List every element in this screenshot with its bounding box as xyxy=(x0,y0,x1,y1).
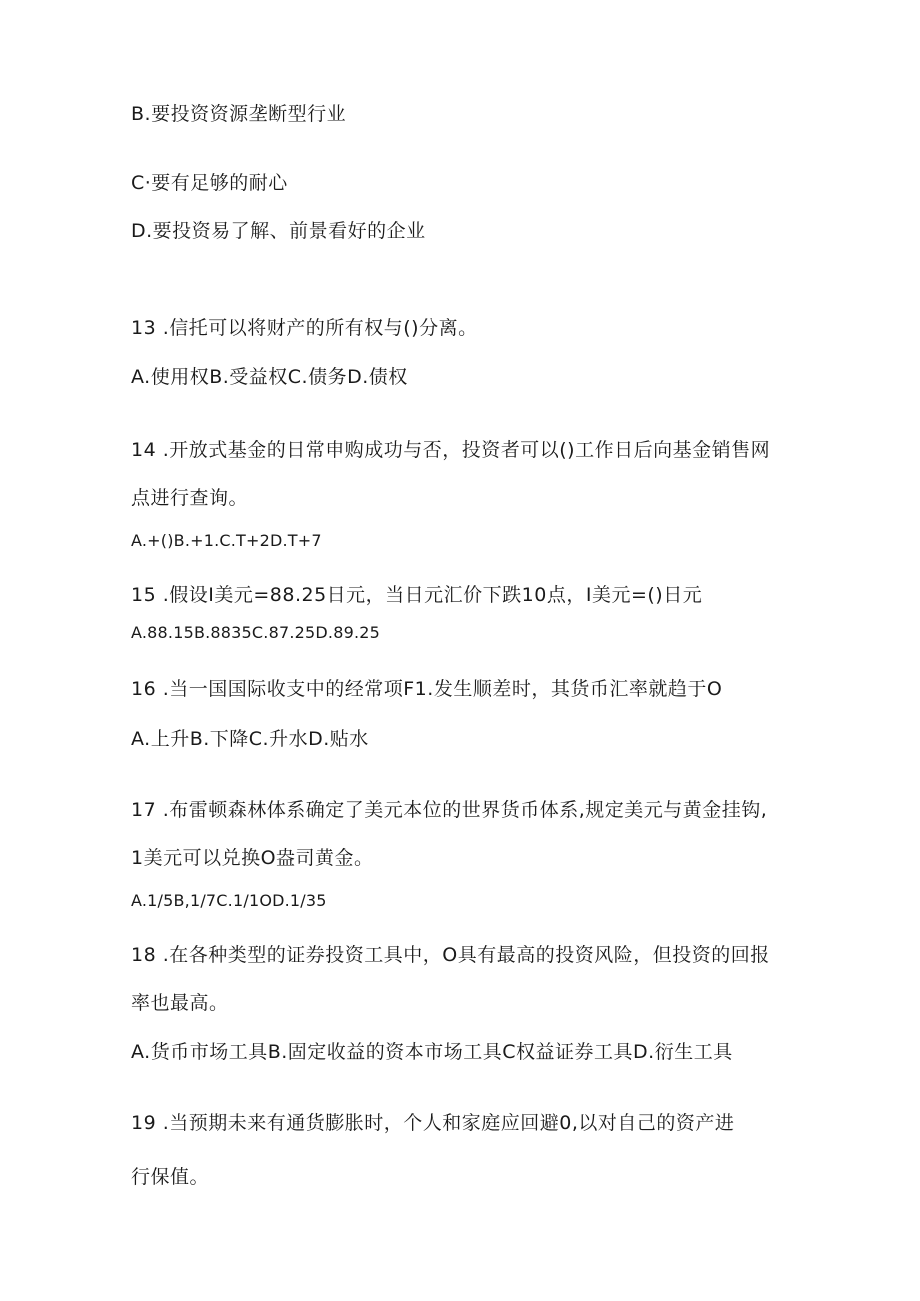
options-q17: A.1/5B,1/7C.1/1OD.1/35 xyxy=(131,891,327,910)
option-b-q12: B.要投资资源垄断型行业 xyxy=(131,103,347,125)
options-q14: A.+()B.+1.C.T+2D.T+7 xyxy=(131,531,322,550)
question-13: 13 .信托可以将财产的所有权与()分离。 xyxy=(131,317,478,339)
question-18-line-1: 18 .在各种类型的证券投资工具中，O具有最高的投资风险，但投资的回报 xyxy=(131,944,770,966)
options-q15: A.88.15B.8835C.87.25D.89.25 xyxy=(131,623,381,642)
question-17-line-2: 1美元可以兑换O盎司黄金。 xyxy=(131,847,374,869)
option-d-q12: D.要投资易了解、前景看好的企业 xyxy=(131,220,426,242)
question-15: 15 .假设I美元=88.25日元，当日元汇价下跌10点，I美元=()日元 xyxy=(131,584,703,606)
question-17-line-1: 17 .布雷顿森林体系确定了美元本位的世界货币体系,规定美元与黄金挂钩, xyxy=(131,799,768,821)
question-14-line-2: 点进行查询。 xyxy=(131,487,249,509)
option-c-q12: C·要有足够的耐心 xyxy=(131,172,288,194)
options-q16: A.上升B.下降C.升水D.贴水 xyxy=(131,728,369,750)
question-16: 16 .当一国国际收支中的经常项F1.发生顺差时，其货币汇率就趋于O xyxy=(131,678,723,700)
options-q13: A.使用权B.受益权C.债务D.债权 xyxy=(131,366,408,388)
options-q18: A.货币市场工具B.固定收益的资本市场工具C权益证券工具D.衍生工具 xyxy=(131,1041,733,1063)
question-14-line-1: 14 .开放式基金的日常申购成功与否，投资者可以()工作日后向基金销售网 xyxy=(131,439,771,461)
question-18-line-2: 率也最高。 xyxy=(131,992,229,1014)
question-19-line-2: 行保值。 xyxy=(131,1166,210,1188)
question-19-line-1: 19 .当预期未来有通货膨胀时，个人和家庭应回避0,以对自己的资产进 xyxy=(131,1112,735,1134)
